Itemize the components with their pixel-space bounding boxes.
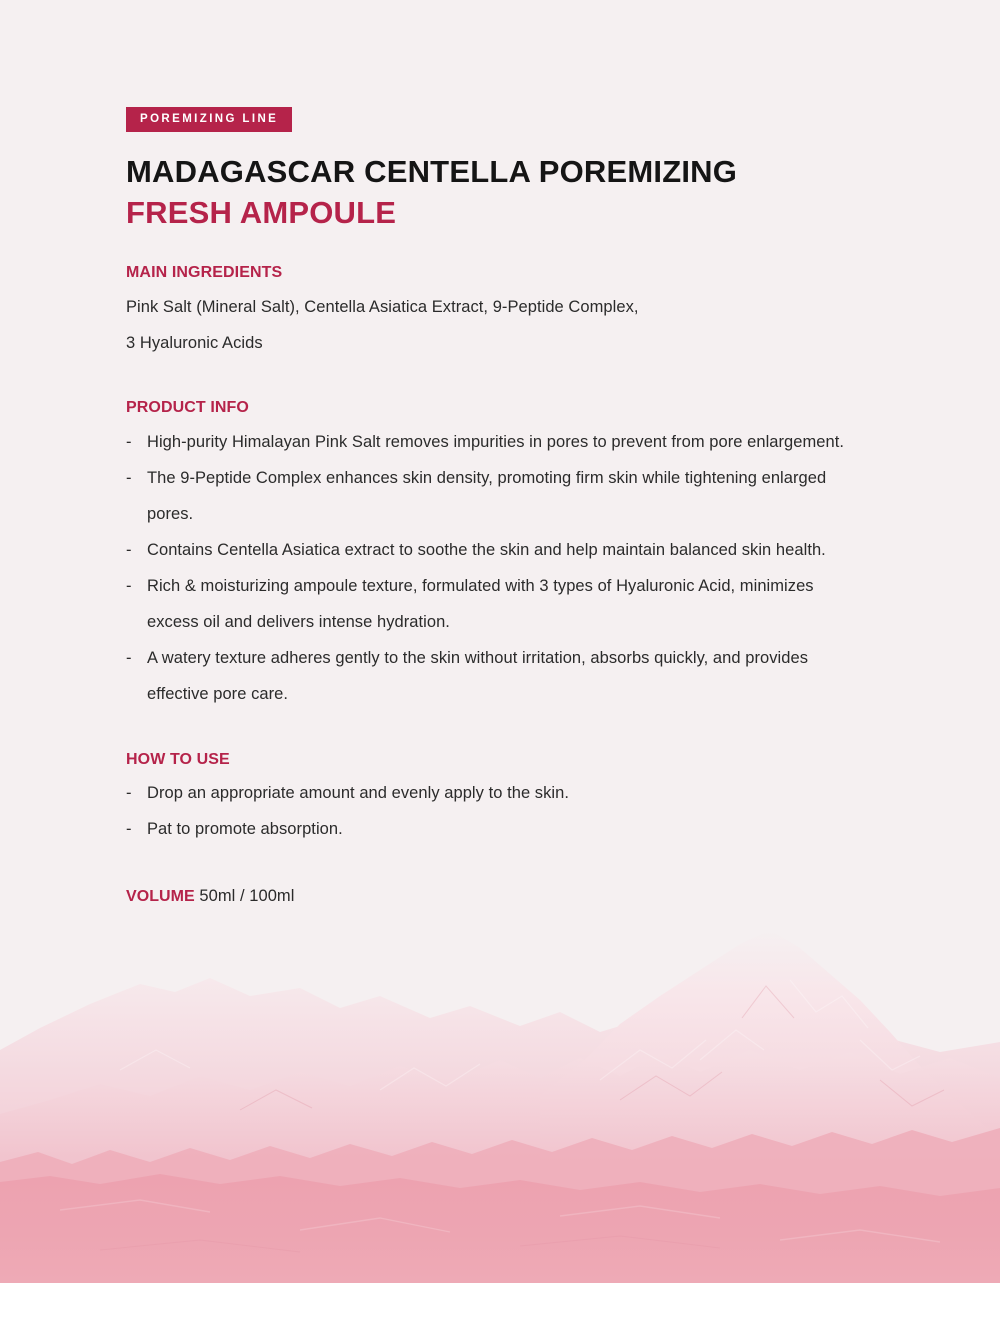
list-item-text: Pat to promote absorption. [147,819,343,838]
bottom-white-margin [0,1283,1000,1321]
bullet-marker: - [126,540,132,559]
list-item [126,641,866,713]
product-info-list [126,425,866,713]
bullet-marker: - [126,783,132,802]
volume-label: VOLUME [126,887,195,905]
content-column [126,0,866,909]
product-line-badge: POREMIZING LINE [126,107,292,132]
list-item [126,425,866,461]
bullet-marker: - [126,819,132,838]
list-item-text: The 9-Peptide Complex enhances skin density, promoting firm skin while tightening enlarged pores. [147,468,827,523]
volume-section [126,883,866,910]
list-item-text: Drop an appropriate amount and evenly apply to the skin. [147,783,569,802]
bullet-marker: - [126,432,132,451]
bullet-marker: - [126,648,132,667]
list-item-text: Rich & moisturizing ampoule texture, formulated with 3 types of Hyaluronic Acid, minimizes excess oil and delivers intense hydration. [147,576,814,631]
how-to-use-heading: HOW TO USE [126,750,230,768]
main-ingredients-line-1: Pink Salt (Mineral Salt), Centella Asiatica Extract, 9-Peptide Complex, [126,297,639,316]
bullet-marker: - [126,576,132,595]
product-info-section [126,399,866,713]
main-ingredients-line-2: 3 Hyaluronic Acids [126,333,263,352]
volume-value-text: 50ml / 100ml [199,886,295,905]
list-item [126,461,866,533]
main-ingredients-section [126,264,866,362]
list-item [126,569,866,641]
how-to-use-section [126,751,866,848]
list-item [126,533,866,569]
bullet-marker: - [126,468,132,487]
page-title-line-2: FRESH AMPOULE [126,194,397,230]
page-title-line-1: MADAGASCAR CENTELLA POREMIZING [126,153,738,189]
main-ingredients-heading: MAIN INGREDIENTS [126,263,283,281]
list-item [126,776,866,812]
list-item-text: A watery texture adheres gently to the skin without irritation, absorbs quickly, and provides effective pore care. [147,648,809,703]
list-item-text: Contains Centella Asiatica extract to soothe the skin and help maintain balanced skin health. [147,540,826,559]
how-to-use-list [126,776,866,848]
main-ingredients-text [126,290,866,362]
list-item [126,812,866,848]
list-item-text: High-purity Himalayan Pink Salt removes impurities in pores to prevent from pore enlargement. [147,432,845,451]
himalayan-mountain-illustration [0,900,1000,1283]
page-title [126,151,866,233]
product-info-heading: PRODUCT INFO [126,398,249,416]
